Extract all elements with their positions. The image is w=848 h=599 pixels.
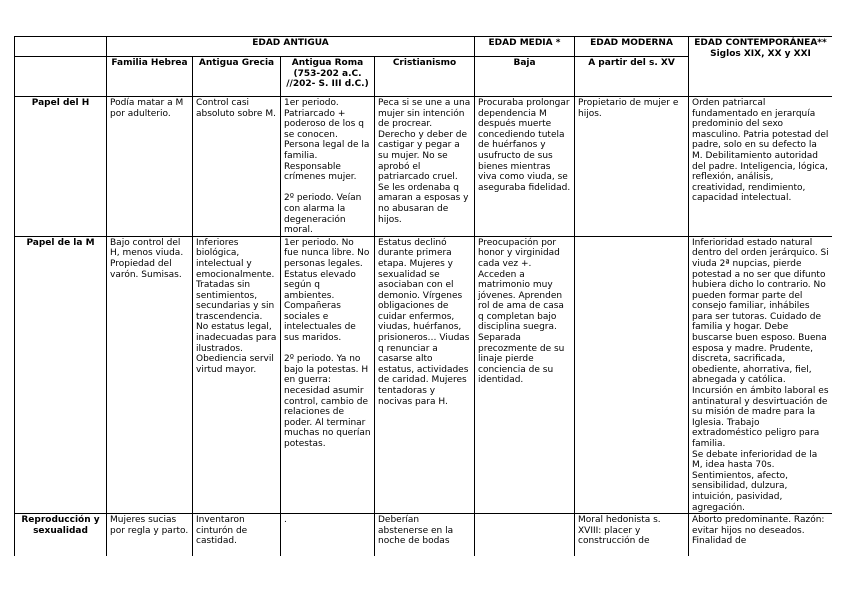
table-cell: Deberían abstenerse en la noche de bodas	[375, 514, 475, 556]
header-edad-media-label: EDAD MEDIA *	[488, 38, 561, 48]
table-cell: 1er periodo. No fue nunca libre. No personas legales. Estatus elevado según q ambientes. Compañeras sociales e intelectuales de sus maridos. 2º periodo. Ya no bajo la potestas. H en guerra: necesidad asumir control, cambio de relaciones de poder. Al terminar muchas no querían potestas.	[281, 236, 375, 513]
table-cell: Orden patriarcal fundamentado en jerarquía predominio del sexo masculino. Patria potestad del padre, solo en su defecto la M. Debilitamiento autoridad del padre. Inteligencia, lógica, reflexión, análisis, creatividad, rendimiento, capacidad intelectual.	[689, 97, 833, 237]
row-label-papel-del-h: Papel del H	[15, 97, 107, 237]
table-cell: Control casi absoluto sobre M.	[193, 97, 281, 237]
table-cell: Podía matar a M por adulterio.	[107, 97, 193, 237]
table-cell: Preocupación por honor y virginidad cada vez +. Acceden a matrimonio muy jóvenes. Aprenden rol de ama de casa q completan bajo disciplina suegra. Separada precozmente de su linaje pierde conciencia de su identidad.	[475, 236, 575, 513]
table-row	[15, 97, 833, 237]
table-cell: 1er periodo. Patriarcado + poderoso de los q se conocen. Persona legal de la familia. Responsable crímenes mujer. 2º periodo. Veían con alarma la degeneración moral.	[281, 97, 375, 237]
subheader-baja: Baja	[475, 57, 575, 97]
subheader-antigua-roma: Antigua Roma (753-202 a.C. //202- S. III d.C.)	[281, 57, 375, 97]
header-edad-contemporanea-label: EDAD CONTEMPORÁNEA**	[694, 38, 827, 48]
table-row	[15, 514, 833, 556]
table-cell: Inferioridad estado natural dentro del orden jerárquico. Si viuda 2ª nupcias, pierde potestad a no ser que difunto hubiera dicho lo contrario. No pueden formar parte del consejo familiar, inhábiles para ser tutoras. Cuidado de familia y hogar. Debe buscarse buen esposo. Buena esposa y madre. Prudente, discreta, sacrificada, obediente, ahorrativa, fiel, abnegada y católica. Incursión en ámbito laboral es antinatural y desvirtuación de su misión de madre para la Iglesia. Trabajo extradoméstico peligro para familia. Se debate inferioridad de la M, idea hasta 70s. Sentimientos, afecto, sensibilidad, dulzura, intuición, pasividad, agregación.	[689, 236, 833, 513]
table-cell: Propietario de mujer e hijos.	[575, 97, 689, 237]
era-header-row	[15, 37, 833, 57]
header-edad-moderna	[575, 37, 689, 57]
row-label-reproduccion-y-sexualidad: Reproducción y sexualidad	[15, 514, 107, 556]
comparison-sheet	[14, 36, 832, 556]
subheader-siglos-label: Siglos XIX, XX y XXI	[710, 48, 811, 59]
table-cell: Aborto predominante. Razón: evitar hijos no deseados. Finalidad de	[689, 514, 833, 556]
subheader-antigua-grecia: Antigua Grecia	[193, 57, 281, 97]
corner-cell	[15, 37, 107, 57]
subheader-a-partir-s-xv: A partir del s. XV	[575, 57, 689, 97]
table-cell: Bajo control del H, menos viuda. Propiedad del varón. Sumisas.	[107, 236, 193, 513]
table-cell: .	[281, 514, 375, 556]
table-cell: Peca si se une a una mujer sin intención de procrear. Derecho y deber de castigar y pegar a su mujer. No se aprobó el patriarcado cruel. Se les ordenaba q amaran a esposas y no abusaran de hijos.	[375, 97, 475, 237]
corner-cell-2	[15, 57, 107, 97]
table-cell	[575, 236, 689, 513]
header-edad-moderna-label: EDAD MODERNA	[590, 38, 673, 48]
subheader-familia-hebrea: Familia Hebrea	[107, 57, 193, 97]
table-cell: Procuraba prolongar dependencia M después muerte concediendo tutela de huérfanos y usufructo de sus bienes mientras viva como viuda, se aseguraba fidelidad.	[475, 97, 575, 237]
table-cell: Mujeres sucias por regla y parto.	[107, 514, 193, 556]
header-edad-antigua	[107, 37, 475, 57]
table-cell: Estatus declinó durante primera etapa. Mujeres y sexualidad se asociaban con el demonio. Vírgenes obligaciones de cuidar enfermos, viudas, huérfanos, prisioneros… Viudas q renunciar a casarse alto estatus, actividades de caridad. Mujeres tentadoras y nocivas para H.	[375, 236, 475, 513]
header-edad-contemporanea	[689, 37, 833, 97]
table-cell: Inventaron cinturón de castidad.	[193, 514, 281, 556]
header-edad-media	[475, 37, 575, 57]
table-row	[15, 236, 833, 513]
history-comparison-table	[14, 36, 832, 556]
table-cell	[475, 514, 575, 556]
table-cell: Moral hedonista s. XVIII: placer y construcción de	[575, 514, 689, 556]
table-cell: Inferiores biológica, intelectual y emocionalmente. Tratadas sin sentimientos, secundarias y sin trascendencia. No estatus legal, inadecuadas para ilustrados. Obediencia servil virtud mayor.	[193, 236, 281, 513]
subheader-cristianismo: Cristianismo	[375, 57, 475, 97]
header-edad-antigua-label: EDAD ANTIGUA	[252, 38, 329, 48]
row-label-papel-de-la-m: Papel de la M	[15, 236, 107, 513]
